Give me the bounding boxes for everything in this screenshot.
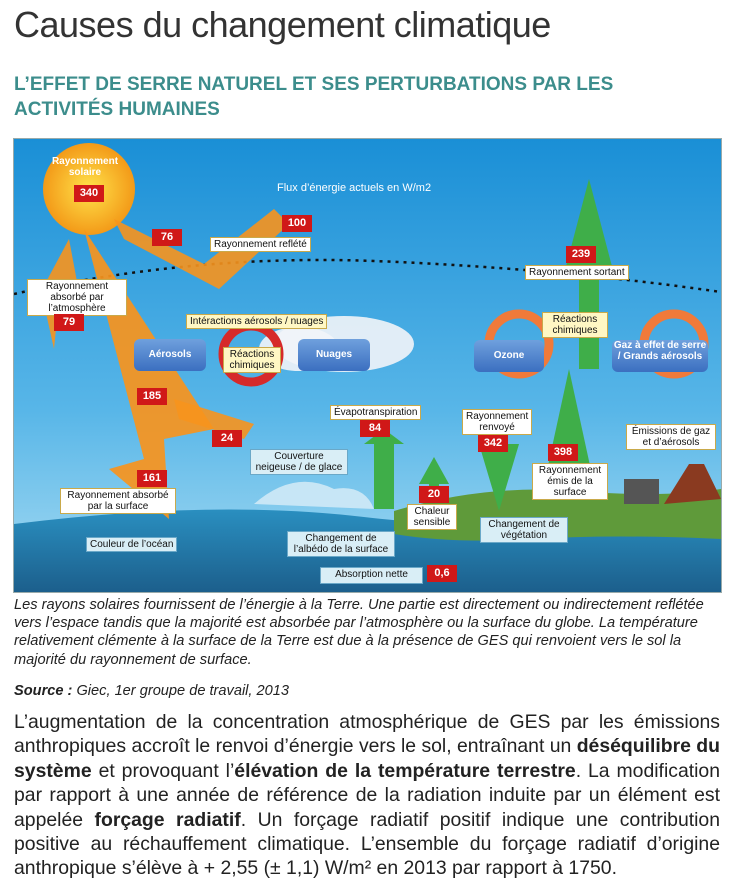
body-text-3: . La modification par rapport à une année de référence de la radiation induite par un élément est appelée <box>14 759 720 831</box>
flux-caption: Flux d’énergie actuels en W/m2 <box>277 182 432 194</box>
evapo-label: Évapotranspiration <box>330 405 421 420</box>
albedo-change-label: Changement de l’albédo de la surface <box>287 531 395 557</box>
figure-caption: Les rayons solaires fournissent de l’énergie à la Terre. Une partie est directement ou indirectement reflétée vers l’espace tandis que la majorité est absorbée par l’atmosphère ou la surface du globe. La température relativement clémente à la surface de la Terre est due à la présence de GES qui renvoient vers le sol la majorité du rayonnement de surface. <box>14 597 704 668</box>
evapo-value: 84 <box>360 420 390 437</box>
ghg-bubble: Gaz à effet de serre / Grands aérosols <box>612 340 708 372</box>
aerosols-bubble: Aérosols <box>134 339 206 371</box>
outgoing-label: Rayonnement sortant <box>525 265 629 280</box>
clouds-bubble: Nuages <box>298 339 370 371</box>
body-text-2: et provoquant l’ <box>91 759 235 782</box>
greenhouse-diagram <box>13 138 722 593</box>
body-text-1: L’augmentation de la concentration atmosphérique de GES par les émissions anthropiques accroît le renvoi d’énergie vers le sol, entraînant un <box>14 711 720 758</box>
body-bold-1: déséquilibre du système <box>14 735 720 782</box>
back-radiation-value: 342 <box>478 435 508 452</box>
reflected-label: Rayonnement reflété <box>210 237 311 252</box>
absorbed-atmosphere-value: 79 <box>54 314 84 331</box>
chem-reactions-label-2: Réactions chimiques <box>542 312 608 338</box>
solar-label: Rayonnement solaire <box>51 156 119 178</box>
value-185: 185 <box>137 388 167 405</box>
ozone-bubble: Ozone <box>474 340 544 372</box>
emitted-surface-value: 398 <box>548 444 578 461</box>
reflected-value-b: 100 <box>282 215 312 232</box>
veg-change-label: Changement de végétation <box>480 517 568 543</box>
snow-cover-label: Couverture neigeuse / de glace <box>250 449 348 475</box>
reflected-value-a: 76 <box>152 229 182 246</box>
absorbed-surface-label: Rayonnement absorbé par la surface <box>60 488 176 514</box>
source-label: Source : <box>14 683 73 699</box>
section-subtitle: L’EFFET DE SERRE NATUREL ET SES PERTURBATIONS PAR LES ACTIVITÉS HUMAINES <box>14 74 614 120</box>
aerosol-interactions-label: Intéractions aérosols / nuages <box>186 314 327 329</box>
figure-source <box>14 683 289 699</box>
absorbed-surface-value: 161 <box>137 470 167 487</box>
emissions-label: Émissions de gaz et d’aérosols <box>626 424 716 450</box>
absorption-nette-label: Absorption nette <box>320 567 423 584</box>
factory-icon <box>624 479 659 504</box>
absorbed-atmosphere-label: Rayonnement absorbé par l’atmosphère <box>27 279 127 316</box>
back-radiation-label: Rayonnement renvoyé <box>462 409 532 435</box>
emitted-surface-label: Rayonnement émis de la surface <box>532 463 608 500</box>
sensible-heat-label: Chaleur sensible <box>407 504 457 530</box>
sensible-heat-value: 20 <box>419 486 449 503</box>
value-24: 24 <box>212 430 242 447</box>
page-title: Causes du changement climatique <box>14 4 551 45</box>
body-bold-2: élévation de la température terrestre <box>234 759 576 782</box>
body-bold-3: forçage radiatif <box>94 808 241 831</box>
absorption-nette-value: 0,6 <box>427 565 457 582</box>
source-text: Giec, 1er groupe de travail, 2013 <box>76 683 290 699</box>
ocean-color-label: Couleur de l’océan <box>86 537 177 552</box>
body-text-4: . Un forçage radiatif positif indique une contribution positive au réchauffement climatique. L’ensemble du forçage radiatif d’origine anthropique s’élève à + 2,55 (± 1,1) W/m² en 2013 par rapport à 1750. <box>14 808 720 880</box>
chem-reactions-label-1: Réactions chimiques <box>223 347 281 373</box>
body-paragraph <box>14 710 720 881</box>
solar-value: 340 <box>74 185 104 202</box>
outgoing-value: 239 <box>566 246 596 263</box>
